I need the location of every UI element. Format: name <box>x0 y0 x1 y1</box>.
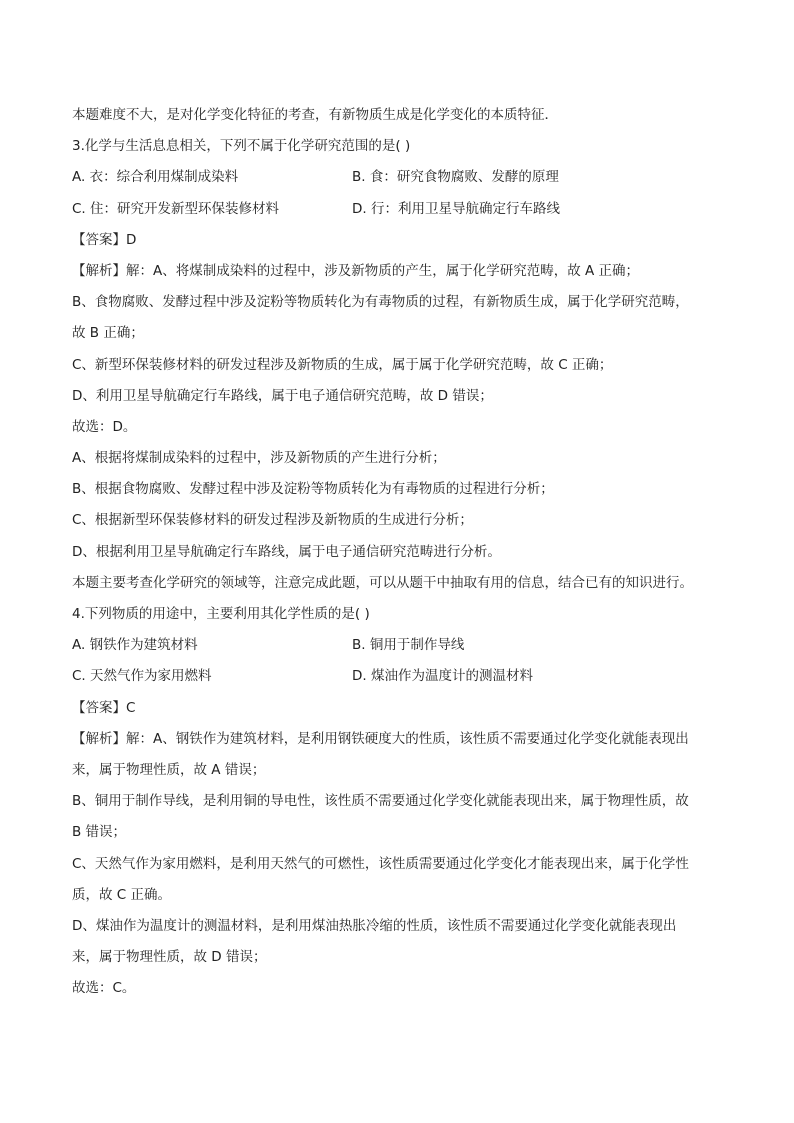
text-line: C、根据新型环保装修材料的研发过程涉及新物质的生成进行分析； <box>72 512 473 529</box>
option-c: C. 住：研究开发新型环保装修材料 <box>72 200 280 217</box>
text-line: B、根据食物腐败、发酵过程中涉及淀粉等物质转化为有毒物质的过程进行分析； <box>72 481 554 498</box>
text-line: D、根据利用卫星导航确定行车路线，属于电子通信研究范畴进行分析。 <box>72 543 501 560</box>
text-line: 质，故 C 正确。 <box>72 886 172 903</box>
option-row <box>72 194 722 225</box>
option-a: A. 钢铁作为建筑材料 <box>72 637 198 654</box>
page-content <box>72 100 722 1004</box>
text-line: B、食物腐败、发酵过程中涉及淀粉等物质转化为有毒物质的过程，有新物质生成，属于化学研究范畴， <box>72 294 689 311</box>
option-a: A. 衣：综合利用煤制成染料 <box>72 169 239 186</box>
question-stem: 4.下列物质的用途中，主要利用其化学性质的是( ) <box>72 606 370 622</box>
text-line: A、根据将煤制成染料的过程中，涉及新物质的产生进行分析； <box>72 450 446 467</box>
option-row <box>72 162 722 193</box>
option-row <box>72 630 722 661</box>
text-line: B 错误； <box>72 824 127 841</box>
text-line: 故选：D。 <box>72 418 137 435</box>
text-line: B、铜用于制作导线，是利用铜的导电性，该性质不需要通过化学变化就能表现出来，属于物理性质，故 <box>72 793 689 810</box>
text-line: C、天然气作为家用燃料，是利用天然气的可燃性，该性质需要通过化学变化才能表现出来，属于化学性 <box>72 855 689 872</box>
analysis-line: 【解析】解：A、将煤制成染料的过程中，涉及新物质的产生，属于化学研究范畴，故 A 正确； <box>72 262 640 279</box>
text-line: D、利用卫星导航确定行车路线，属于电子通信研究范畴，故 D 错误； <box>72 387 493 404</box>
answer-line: 【答案】D <box>72 231 137 248</box>
option-row <box>72 661 722 692</box>
text-line: 本题难度不大，是对化学变化特征的考查，有新物质生成是化学变化的本质特征． <box>72 107 558 123</box>
option-b: B. 铜用于制作导线 <box>352 637 465 654</box>
text-line: 故选：C。 <box>72 980 136 997</box>
text-line: 本题主要考查化学研究的领域等，注意完成此题，可以从题干中抽取有用的信息，结合已有的知识进行。 <box>72 574 693 591</box>
text-line: 来，属于物理性质，故 A 错误； <box>72 761 266 778</box>
text-line: 来，属于物理性质，故 D 错误； <box>72 949 267 966</box>
question-stem: 3.化学与生活息息相关，下列不属于化学研究范围的是( ) <box>72 138 411 155</box>
option-d: D. 煤油作为温度计的测温材料 <box>352 668 533 685</box>
text-line: 故 B 正确； <box>72 325 144 342</box>
analysis-line: 【解析】解：A、钢铁作为建筑材料，是利用钢铁硬度大的性质，该性质不需要通过化学变化就能表现出 <box>72 730 689 747</box>
text-line: C、新型环保装修材料的研发过程涉及新物质的生成，属于属于化学研究范畴，故 C 正确； <box>72 356 613 373</box>
answer-line: 【答案】C <box>72 699 136 716</box>
text-line: D、煤油作为温度计的测温材料，是利用煤油热胀冷缩的性质，该性质不需要通过化学变化就能表现出 <box>72 917 677 934</box>
option-b: B. 食：研究食物腐败、发酵的原理 <box>352 169 559 186</box>
option-c: C. 天然气作为家用燃料 <box>72 668 212 685</box>
option-d: D. 行：利用卫星导航确定行车路线 <box>352 200 560 217</box>
